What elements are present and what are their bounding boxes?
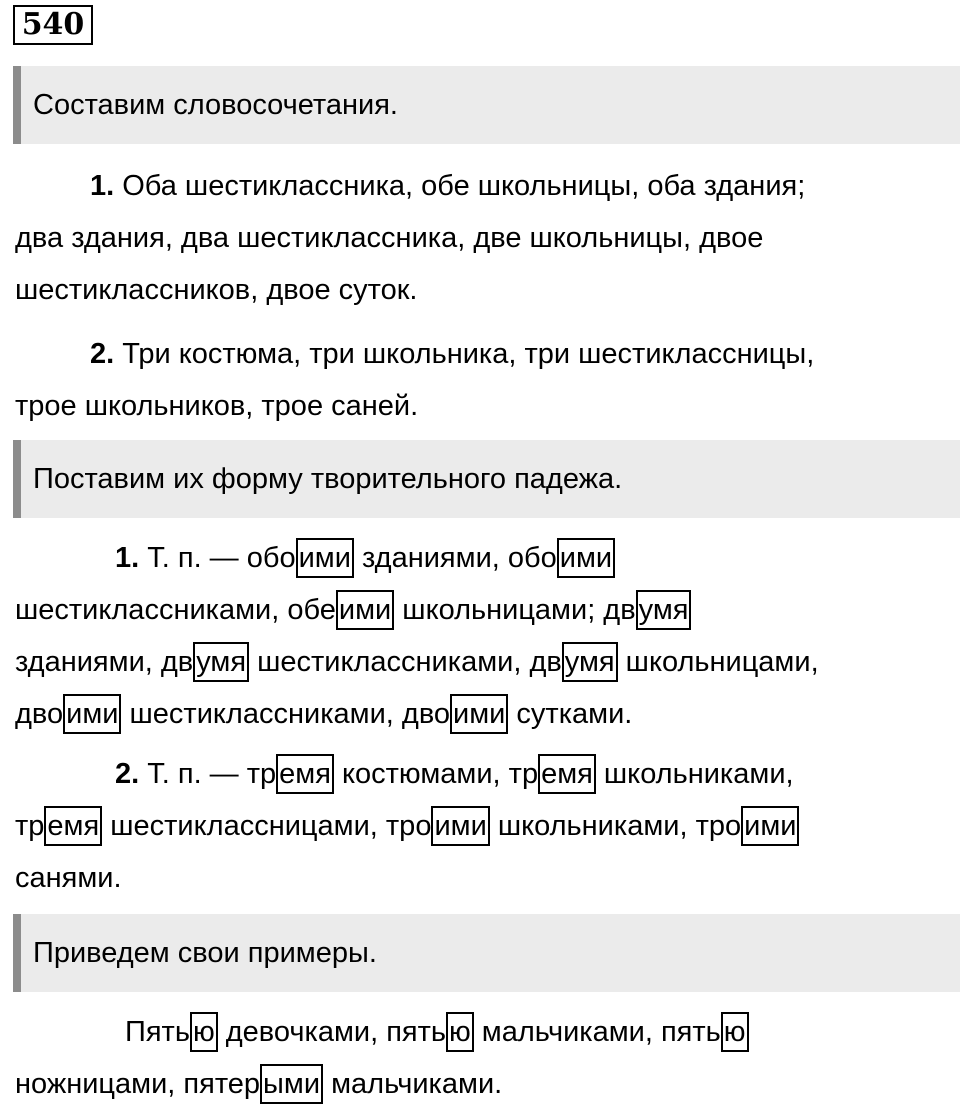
ending-box: ыми: [260, 1064, 323, 1104]
ending-box: емя: [44, 806, 102, 846]
text-line: 1. Т. п. — обо ими зданиями, обо ими: [15, 532, 950, 584]
ending-box: ими: [296, 538, 354, 578]
text-line: шестиклассниками, обе ими школьницами; дв умя: [15, 584, 950, 636]
text-line: Пять ю девочками, пять ю мальчиками, пять ю: [15, 1006, 950, 1058]
paragraph-instrumental-2: [15, 748, 950, 904]
ending-box: емя: [276, 754, 334, 794]
item-number: 1.: [90, 170, 115, 202]
text-line: два здания, два шестиклассника, две школьницы, двое: [15, 222, 764, 254]
ending-box: ими: [741, 806, 799, 846]
paragraph-instrumental-1: [15, 532, 950, 740]
section-heading-examples: [13, 914, 960, 992]
text-line: тр емя шестиклассницами, тро ими школьниками, тро ими: [15, 800, 950, 852]
task-number-box: 540: [13, 5, 93, 45]
section-heading-instrumental: [13, 440, 960, 518]
text-line: зданиями, дв умя шестиклассниками, дв умя школьницами,: [15, 636, 950, 688]
ending-box: ими: [336, 590, 394, 630]
section-heading-text: Приведем свои примеры.: [33, 936, 377, 969]
item-number: 2.: [90, 338, 115, 370]
text-line: 1. Оба шестиклассника, обе школьницы, оба здания;: [90, 170, 806, 202]
ending-box: умя: [562, 642, 618, 682]
ending-box: ими: [450, 694, 508, 734]
text-line: шестиклассников, двое суток.: [15, 274, 418, 306]
ending-box: ими: [431, 806, 489, 846]
section-heading-compose: [13, 66, 960, 144]
paragraph-compose-2: [15, 328, 950, 432]
ending-box: емя: [538, 754, 596, 794]
ending-box: ю: [721, 1012, 749, 1052]
section-heading-text: Поставим их форму творительного падежа.: [33, 462, 623, 495]
ending-box: ими: [557, 538, 615, 578]
ending-box: умя: [193, 642, 249, 682]
item-number: 1.: [115, 542, 140, 574]
paragraph-compose-1: [15, 160, 950, 316]
ending-box: ю: [190, 1012, 218, 1052]
text-line: ножницами, пятер ыми мальчиками.: [15, 1058, 950, 1110]
ending-box: ими: [63, 694, 121, 734]
ending-box: ю: [446, 1012, 474, 1052]
paragraph-examples: [15, 1006, 950, 1110]
text-line: дво ими шестиклассниками, дво ими сутками.: [15, 688, 950, 740]
text-line: 2. Три костюма, три школьника, три шестиклассницы,: [90, 338, 815, 370]
text-line: санями.: [15, 862, 122, 894]
section-heading-text: Составим словосочетания.: [33, 88, 398, 121]
text-line: трое школьников, трое саней.: [15, 390, 419, 422]
ending-box: умя: [636, 590, 692, 630]
item-number: 2.: [115, 758, 140, 790]
text-line: 2. Т. п. — тр емя костюмами, тр емя школьниками,: [15, 748, 950, 800]
